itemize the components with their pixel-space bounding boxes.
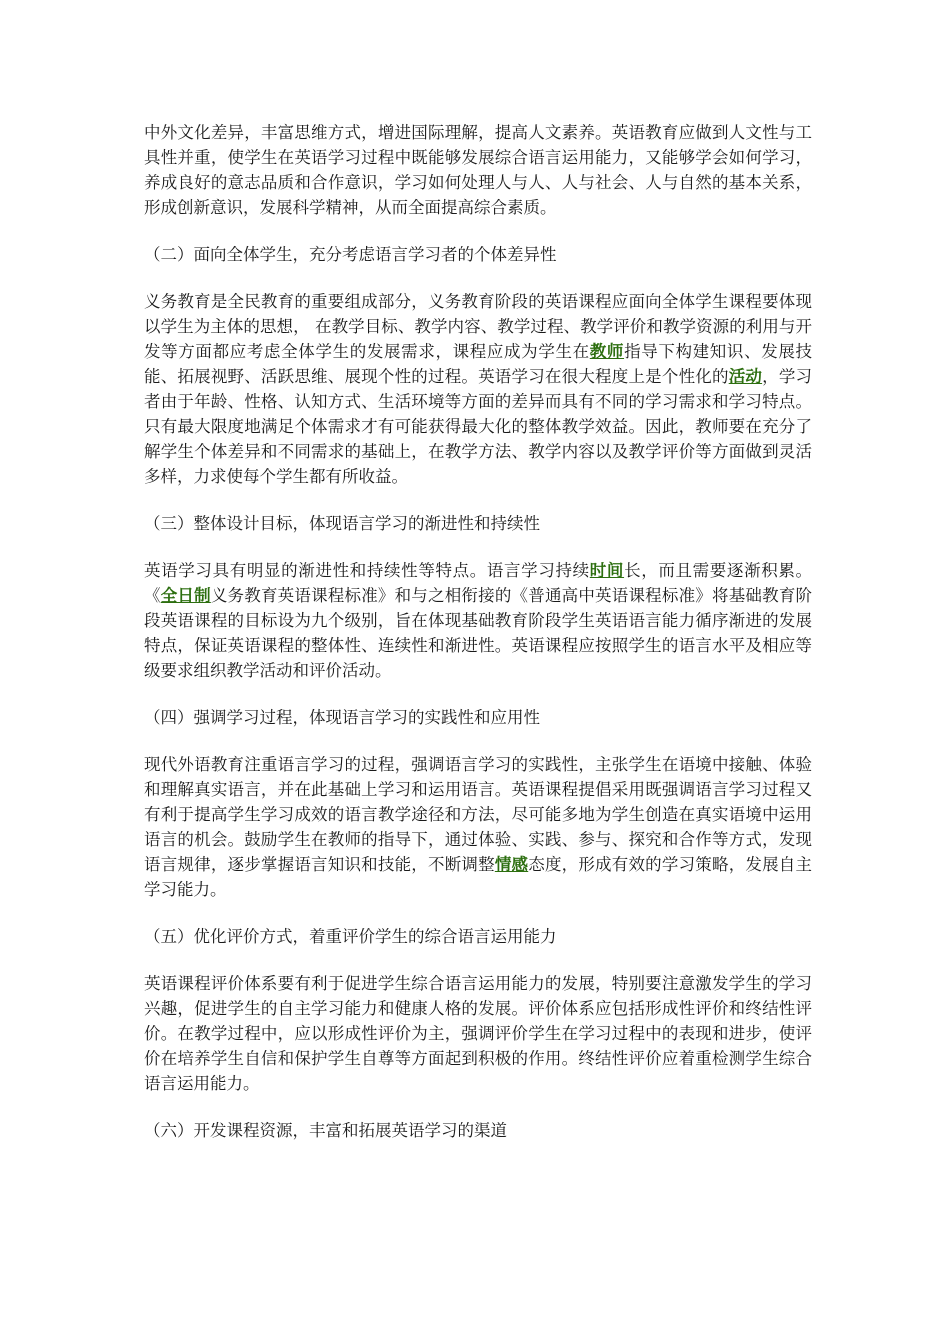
text-run: 指导下构建知识、发展技能、拓展视野、活跃思维、展现个性的过程。英语学习在很大程度上是个性化的 xyxy=(144,342,813,386)
section-heading-2: （二）面向全体学生，充分考虑语言学习者的个体差异性 xyxy=(144,245,557,264)
link-time[interactable]: 时间 xyxy=(589,561,625,580)
text-run: 义务教育是全民教育的重要组成部分，义务教育阶段的英语课程应面向全体学生课程要体现以学生为主体的思想， 在教学目标、教学内容、教学过程、教学评价和教学资源的利用与开发等方面都应考虑全体学生的发展需求，课程应成为学生在 xyxy=(144,292,812,361)
paragraph-progressive xyxy=(144,558,812,683)
text-run: 现代外语教育注重语言学习的过程，强调语言学习的实践性，主张学生在语境中接触、体验和理解真实语言，并在此基础上学习和运用语言。英语课程提倡采用既强调语言学习过程又有利于提高学生学习成效的语言教学途径和方法，尽可能多地为学生创造在真实语境中运用语言的机会。鼓励学生在教师的指导下，通过体验、实践、参与、探究和合作等方式，发现语言规律，逐步掌握语言知识和技能，不断调整 xyxy=(144,755,812,874)
text-run: 英语学习具有明显的渐进性和持续性等特点。语言学习持续 xyxy=(144,561,590,580)
link-teacher[interactable]: 教师 xyxy=(589,342,625,361)
section-heading-5: （五）优化评价方式，着重评价学生的综合语言运用能力 xyxy=(144,927,557,946)
section-heading-3: （三）整体设计目标，体现语言学习的渐进性和持续性 xyxy=(144,514,540,533)
link-emotion[interactable]: 情感 xyxy=(494,855,529,874)
paragraph-evaluation: 英语课程评价体系要有利于促进学生综合语言运用能力的发展，特别要注意激发学生的学习兴趣，促进学生的自主学习能力和健康人格的发展。评价体系应包括形成性评价和终结性评价。在教学过程中，应以形成性评价为主，强调评价学生在学习过程中的表现和进步，使评价在培养学生自信和保护学生自尊等方面起到积极的作用。终结性评价应着重检测学生综合语言运用能力。 xyxy=(144,974,812,1093)
text-run: 长，而且需要逐渐积累。《 xyxy=(144,561,813,605)
paragraph-all-students xyxy=(144,289,812,489)
paragraph-practice xyxy=(144,752,812,902)
paragraph-humanities: 中外文化差异，丰富思维方式，增进国际理解，提高人文素养。英语教育应做到人文性与工具性并重，使学生在英语学习过程中既能够发展综合语言运用能力，又能够学会如何学习，养成良好的意志品质和合作意识，学习如何处理人与人、人与社会、人与自然的基本关系，形成创新意识，发展科学精神，从而全面提高综合素质。 xyxy=(144,123,812,217)
link-activity[interactable]: 活动 xyxy=(728,367,763,386)
text-run: 态度，形成有效的学习策略，发展自主学习能力。 xyxy=(144,855,813,899)
document-body xyxy=(144,120,812,1165)
text-run: 义务教育英语课程标准》和与之相衔接的《普通高中英语课程标准》将基础教育阶段英语课程的目标设为九个级别，旨在体现基础教育阶段学生英语语言能力循序渐进的发展特点，保证英语课程的整体性、连续性和渐进性。英语课程应按照学生的语言水平及相应等级要求组织教学活动和评价活动。 xyxy=(144,586,813,680)
link-full-time[interactable]: 全日制 xyxy=(160,586,211,605)
section-heading-4: （四）强调学习过程，体现语言学习的实践性和应用性 xyxy=(144,708,540,727)
text-run: ，学习者由于年龄、性格、认知方式、生活环境等方面的差异而具有不同的学习需求和学习特点。只有最大限度地满足个体需求才有可能获得最大化的整体教学效益。因此，教师要在充分了解学生个体差异和不同需求的基础上，在教学方法、教学内容以及教学评价等方面做到灵活多样，力求使每个学生都有所收益。 xyxy=(144,367,813,486)
section-heading-6: （六）开发课程资源，丰富和拓展英语学习的渠道 xyxy=(144,1121,507,1140)
